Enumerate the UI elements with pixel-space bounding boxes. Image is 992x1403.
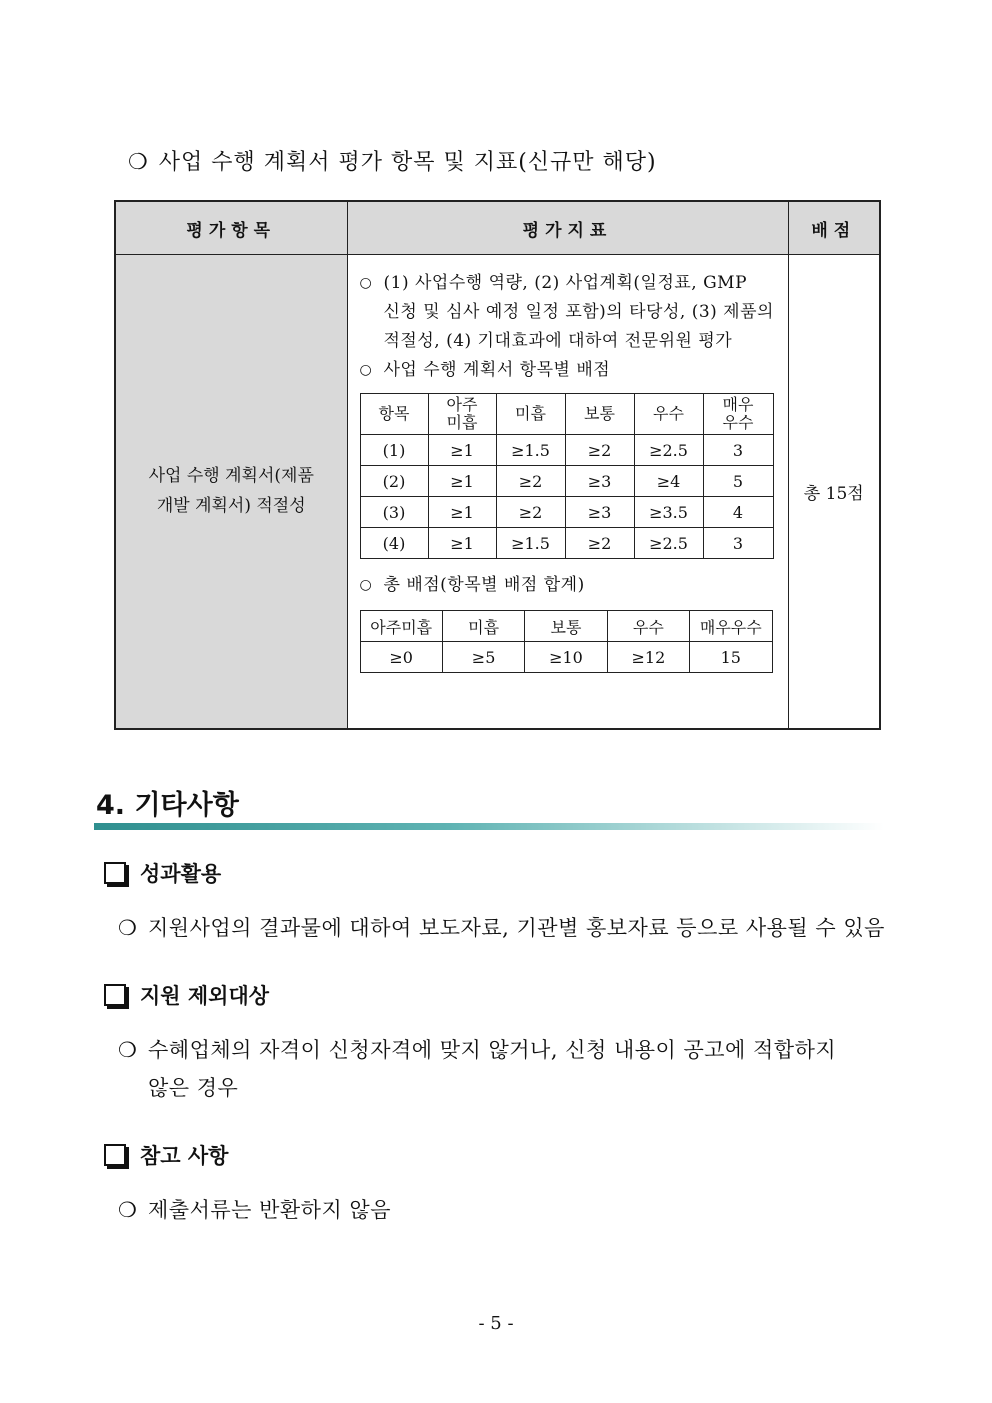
eval-item-line1: 사업 수행 계획서(제품 xyxy=(148,466,314,487)
circle-bullet-icon: ❍ xyxy=(118,1038,138,1062)
table-row xyxy=(360,497,773,528)
intro-text: 사업 수행 계획서 평가 항목 및 지표(신규만 해당) xyxy=(158,150,657,175)
circle-bullet-icon: ❍ xyxy=(128,150,149,175)
table-cell: ≥4 xyxy=(634,466,703,497)
table-row xyxy=(360,528,773,559)
item-score-header-row xyxy=(360,394,773,435)
table-cell: 5 xyxy=(703,466,773,497)
table-header-row xyxy=(115,201,880,255)
evaluation-table xyxy=(114,200,881,730)
table-cell: 15 xyxy=(690,642,772,673)
table-cell: ≥2 xyxy=(496,497,565,528)
header-eval-index: 평가지표 xyxy=(347,201,788,255)
sub-header-cell: 우수 xyxy=(634,394,703,435)
table-cell: ≥3 xyxy=(565,497,634,528)
section-title: 4. 기타사항 xyxy=(96,790,239,821)
index-bullet-3-text: 총 배점(항목별 배점 합계) xyxy=(383,575,585,595)
table-cell: ≥12 xyxy=(607,642,689,673)
checkbox-square-icon xyxy=(104,862,126,884)
sub-header-cell: 미흡 xyxy=(496,394,565,435)
section-title-underline xyxy=(94,823,884,830)
table-cell: ≥1 xyxy=(428,528,496,559)
paragraph-text: 제출서류는 반환하지 않음 xyxy=(148,1198,391,1222)
table-cell: ≥2 xyxy=(565,528,634,559)
paragraph-text: 수혜업체의 자격이 신청자격에 맞지 않거나, 신청 내용이 공고에 적합하지 xyxy=(148,1038,837,1062)
table-cell: (4) xyxy=(360,528,428,559)
table-cell: ≥2.5 xyxy=(634,528,703,559)
table-cell: ≥10 xyxy=(525,642,607,673)
table-body-row xyxy=(115,255,880,729)
checkbox-square-icon xyxy=(104,1144,126,1166)
sub-header-cell: 아주 미흡 xyxy=(428,394,496,435)
table-cell: (2) xyxy=(360,466,428,497)
heading-results-usage xyxy=(104,858,221,888)
eval-item-cell xyxy=(115,255,347,729)
index-bullet-1-text: (1) 사업수행 역량, (2) 사업계획(일정표, GMP 신청 및 심사 예정 일정 포함)의 타당성, (3) 제품의 적절성, (4) 기대효과에 대하여 전문위원 평가 xyxy=(383,273,774,351)
table-row xyxy=(360,466,773,497)
index-bullet-2 xyxy=(360,356,776,385)
paragraph-notes xyxy=(118,1191,391,1229)
paragraph-exclusions xyxy=(118,1031,836,1107)
table-cell: ≥3 xyxy=(565,466,634,497)
table-cell: ≥2.5 xyxy=(634,435,703,466)
item-score-table xyxy=(360,393,774,559)
sub-header-cell: 매우 우수 xyxy=(703,394,773,435)
table-cell: ≥5 xyxy=(442,642,524,673)
circle-bullet-icon: ❍ xyxy=(118,1198,138,1222)
table-cell: (3) xyxy=(360,497,428,528)
bullet-mark-icon: ○ xyxy=(359,577,372,593)
table-cell: 3 xyxy=(703,528,773,559)
checkbox-square-icon xyxy=(104,984,126,1006)
paragraph-results-usage xyxy=(118,909,885,947)
table-row xyxy=(360,611,772,642)
index-bullet-3 xyxy=(360,571,776,600)
heading-text: 참고 사항 xyxy=(140,1143,229,1168)
total-score-table xyxy=(360,610,773,673)
table-cell: 우수 xyxy=(607,611,689,642)
header-score: 배점 xyxy=(788,201,880,255)
intro-line xyxy=(128,145,657,176)
index-bullet-2-text: 사업 수행 계획서 항목별 배점 xyxy=(383,360,611,380)
table-row xyxy=(360,435,773,466)
eval-item-line2: 개발 계획서) 적절성 xyxy=(156,496,306,517)
paragraph-text-continued: 않은 경우 xyxy=(148,1076,239,1100)
page-number: - 5 - xyxy=(478,1313,514,1334)
table-cell: 3 xyxy=(703,435,773,466)
table-cell: ≥1 xyxy=(428,497,496,528)
table-cell: 미흡 xyxy=(442,611,524,642)
table-row xyxy=(360,642,772,673)
bullet-mark-icon: ○ xyxy=(359,275,372,291)
header-eval-item: 평가항목 xyxy=(115,201,347,255)
table-cell: 보통 xyxy=(525,611,607,642)
table-cell: (1) xyxy=(360,435,428,466)
sub-header-cell: 보통 xyxy=(565,394,634,435)
table-cell: ≥1.5 xyxy=(496,528,565,559)
circle-bullet-icon: ❍ xyxy=(118,916,138,940)
table-cell: ≥1 xyxy=(428,466,496,497)
table-cell: ≥2 xyxy=(496,466,565,497)
table-cell: ≥2 xyxy=(565,435,634,466)
table-cell: 4 xyxy=(703,497,773,528)
heading-text: 성과활용 xyxy=(140,861,222,886)
bullet-mark-icon: ○ xyxy=(359,362,372,378)
paragraph-text: 지원사업의 결과물에 대하여 보도자료, 기관별 홍보자료 등으로 사용될 수 있음 xyxy=(148,916,885,940)
sub-header-cell: 항목 xyxy=(360,394,428,435)
heading-text: 지원 제외대상 xyxy=(140,983,270,1008)
eval-index-cell xyxy=(347,255,788,729)
index-bullet-1 xyxy=(360,269,776,356)
table-cell: 아주미흡 xyxy=(360,611,442,642)
heading-notes xyxy=(104,1140,228,1170)
heading-exclusions xyxy=(104,980,269,1010)
table-cell: ≥1.5 xyxy=(496,435,565,466)
table-cell: ≥3.5 xyxy=(634,497,703,528)
score-cell: 총 15점 xyxy=(788,255,880,729)
table-cell: 매우우수 xyxy=(690,611,772,642)
table-cell: ≥0 xyxy=(360,642,442,673)
table-cell: ≥1 xyxy=(428,435,496,466)
